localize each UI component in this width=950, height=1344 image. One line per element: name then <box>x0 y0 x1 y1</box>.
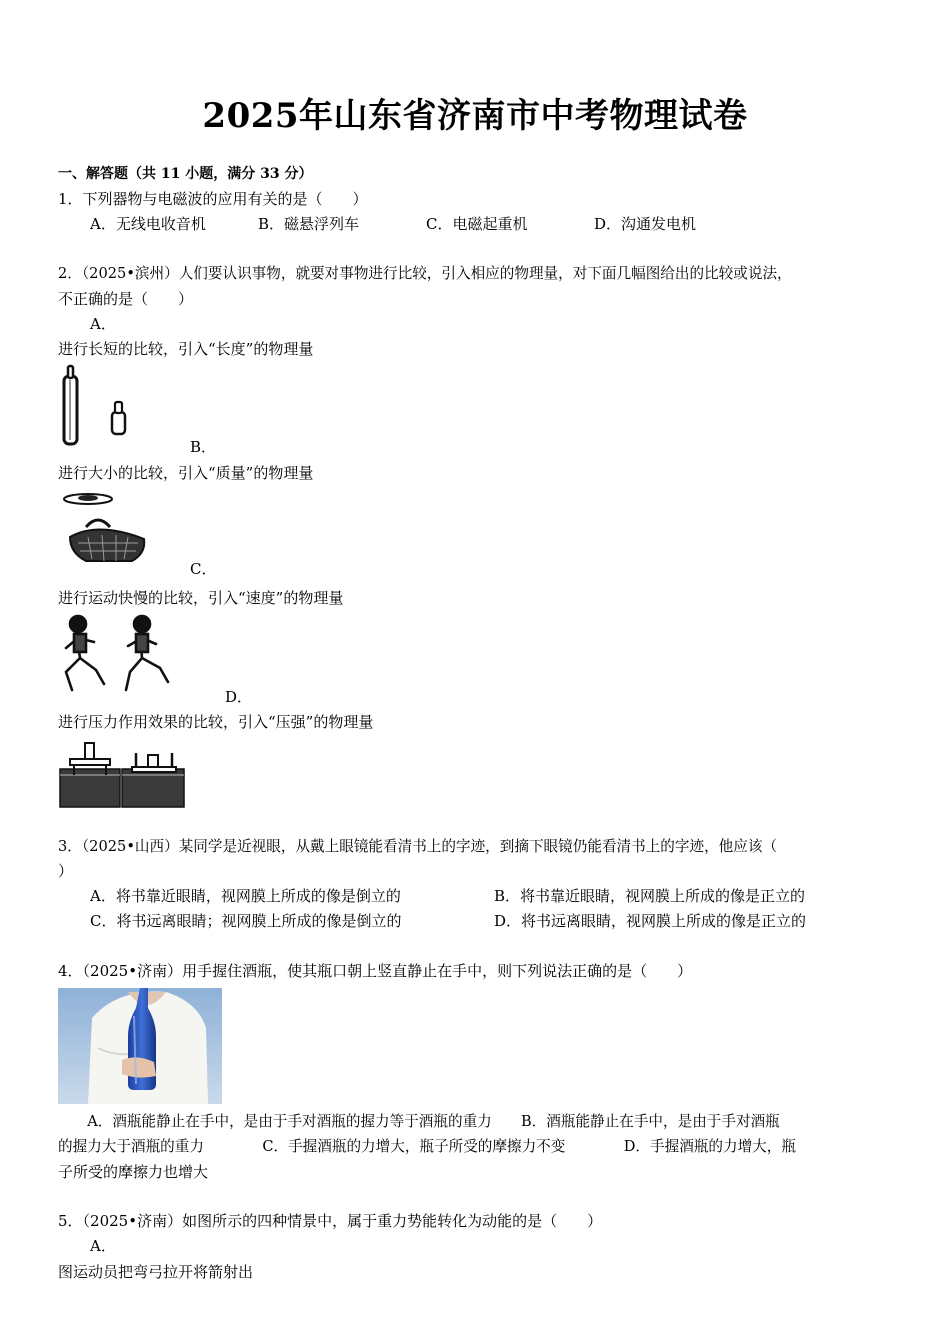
q2-stem-line1: 2．（2025•滨州）人们要认识事物，就要对事物进行比较，引入相应的物理量，对下面几幅图给出的比较或说法， <box>58 265 792 282</box>
q5-stem: 5．（2025•济南）如图所示的四种情景中，属于重力势能转化为动能的是（ ） <box>58 1212 603 1230</box>
q3-option-d: D．将书远离眼睛，视网膜上所成的像是正立的 <box>494 912 807 930</box>
sand-tables-figure <box>58 735 188 809</box>
q2-option-d-label: D． <box>225 688 253 706</box>
page-title: 2025年山东省济南市中考物理试卷 <box>202 96 748 136</box>
q5-option-a-label: A． <box>90 1237 116 1255</box>
q2-option-a-text: 进行长短的比较，引入“长度”的物理量 <box>58 340 314 358</box>
q3-option-b: B．将书靠近眼睛，视网膜上所成的像是正立的 <box>494 887 806 905</box>
bottle-photo <box>58 988 222 1104</box>
basket-figure <box>58 487 154 569</box>
runners-figure <box>58 612 182 700</box>
q3-option-a: A．将书靠近眼睛，视网膜上所成的像是倒立的 <box>90 887 401 905</box>
q2-option-d-text: 进行压力作用效果的比较，引入“压强”的物理量 <box>58 713 374 731</box>
q2-option-c-label: C． <box>190 560 217 578</box>
q2-option-b-text: 进行大小的比较，引入“质量”的物理量 <box>58 464 314 482</box>
q2-stem-line2: 不正确的是（ ） <box>58 290 194 308</box>
q3-option-c: C．将书远离眼睛；视网膜上所成的像是倒立的 <box>90 912 402 930</box>
q2-option-a-label: A． <box>90 315 116 333</box>
q3-stem-line2: ） <box>58 862 74 880</box>
section-heading: 一、解答题（共 11 小题，满分 33 分） <box>58 166 313 182</box>
q1-option-c: C．电磁起重机 <box>426 215 528 233</box>
q1-option-b: B．磁悬浮列车 <box>258 215 360 233</box>
q5-option-a-text: 图运动员把弯弓拉开将箭射出 <box>58 1263 254 1281</box>
q1-stem: 1．下列器物与电磁波的应用有关的是（ ） <box>58 190 368 208</box>
q4-options-line3: 子所受的摩擦力也增大 <box>58 1163 209 1181</box>
q1-option-d: D．沟通发电机 <box>594 215 697 233</box>
q4-stem: 4．（2025•济南）用手握住酒瓶，使其瓶口朝上竖直静止在手中，则下列说法正确的是（ ） <box>58 962 693 980</box>
q4-options-line1: A．酒瓶能静止在手中，是由于手对酒瓶的握力等于酒瓶的重力 B．酒瓶能静止在手中，是由于手对酒瓶 <box>58 1113 780 1130</box>
q4-options-line2: 的握力大于酒瓶的重力 C．手握酒瓶的力增大，瓶子所受的摩擦力不变 D．手握酒瓶的力增大，瓶 <box>58 1138 796 1155</box>
q2-option-b-label: B． <box>190 438 217 456</box>
q3-stem-line1: 3．（2025•山西）某同学是近视眼，从戴上眼镜能看清书上的字迹，到摘下眼镜仍能看清书上的字迹，他应该（ <box>58 838 778 855</box>
bottles-figure <box>58 362 138 448</box>
q1-option-a: A．无线电收音机 <box>90 215 206 233</box>
q2-option-c-text: 进行运动快慢的比较，引入“速度”的物理量 <box>58 589 344 607</box>
